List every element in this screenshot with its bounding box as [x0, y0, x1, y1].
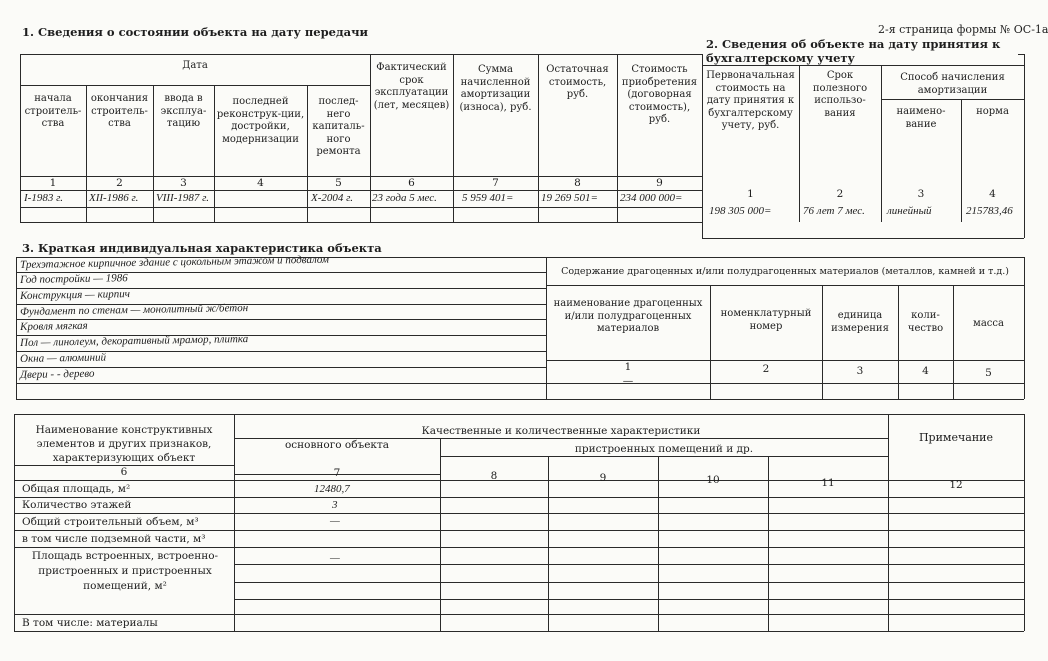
value-initial-cost: 198 305 000= — [709, 205, 772, 217]
col-mass: масса — [973, 318, 1004, 329]
col-quantity: коли-чество — [907, 310, 944, 334]
col-start-construction: начала строитель-ства — [24, 93, 82, 129]
value-acquisition: 234 000 000= — [620, 192, 683, 204]
col-num: 3 — [856, 365, 864, 377]
col-num: 12 — [949, 479, 963, 491]
col-precious-name: наименование драгоценных и/или полудрагоценных материалов — [553, 298, 703, 334]
feature-line: Пол — линолеум, декоративный мрамор, плитка — [20, 333, 249, 349]
col-num: 2 — [762, 363, 770, 375]
col-num: 8 — [574, 177, 581, 189]
row-label-built-in-area: Площадь встроенных, встроенно-пристроенных и пристроенных помещений, м² — [31, 550, 219, 592]
date-group-header: Дата — [182, 60, 208, 71]
elements-name-header: Наименование конструктивных элементов и других признаков, характеризующих объект — [35, 424, 213, 464]
col-acquisition-cost: Стоимость приобретения (договорная стоимость), руб. — [621, 64, 698, 125]
col-num: 1 — [624, 361, 632, 373]
annex-header: пристроенных помещений и др. — [574, 443, 754, 455]
value-service-life: 23 года 5 мес. — [372, 192, 437, 204]
row-label-underground: в том числе подземной части, м³ — [22, 533, 206, 545]
col-num: 1 — [49, 177, 57, 189]
col-num: 7 — [492, 177, 499, 189]
value-floors: 3 — [332, 499, 338, 511]
feature-line: Кровля мягкая — [20, 319, 88, 333]
col-method-name: наимено-вание — [896, 106, 946, 130]
col-residual-value: Остаточная стоимость, руб. — [546, 64, 609, 100]
col-service-life: Фактический срок эксплуатации (лет, месяцев) — [373, 62, 450, 111]
col-num: 7 — [333, 467, 341, 479]
col-num: 9 — [656, 177, 663, 189]
value-last-repair: X-2004 г. — [311, 192, 354, 204]
main-object-header: основного объекта — [284, 439, 390, 451]
section3-title: 3. Краткая индивидуальная характеристика объекта — [22, 241, 382, 255]
value-amortization: 5 959 401= — [462, 192, 514, 204]
col-num: 9 — [599, 472, 607, 484]
col-num: 4 — [989, 188, 996, 200]
precious-materials-header: Содержание драгоценных и/или полудрагоценных материалов (металлов, камней и т.д.) — [561, 266, 1009, 277]
feature-line: Конструкция — кирпич — [20, 288, 131, 302]
col-num: 4 — [257, 177, 264, 189]
row-label-materials: В том числе: материалы — [22, 617, 158, 629]
note-header: Примечание — [918, 431, 994, 444]
feature-line: Окна — алюминий — [20, 351, 107, 365]
col-commissioning: ввода в эксплуа-тацию — [160, 93, 207, 129]
col-end-construction: окончания строитель-ства — [90, 93, 149, 129]
value-end-construction: XII-1986 г. — [89, 192, 139, 204]
section2-title-line1: 2. Сведения об объекте на дату принятия к — [706, 37, 1001, 51]
col-num: 5 — [985, 367, 992, 379]
feature-line: Двери - - дерево — [20, 367, 95, 381]
value-commissioning: VIII-1987 г. — [156, 192, 210, 204]
col-num: 3 — [180, 177, 187, 189]
col-num: 4 — [922, 365, 929, 377]
value-built-in-area: — — [330, 552, 340, 564]
col-initial-cost: Первоначальная стоимость на дату принятия к бухгалтерскому учету, руб. — [706, 70, 795, 131]
col-num: 8 — [490, 470, 498, 482]
col-last-repair: послед-него капиталь-ного ремонта — [312, 96, 365, 157]
value-method-name: линейный — [887, 205, 932, 217]
feature-line: Фундамент по стенам — монолитный ж/бетон — [20, 302, 249, 318]
feature-line: Трехэтажное кирпичное здание с цокольным этажом и подвалом — [20, 253, 330, 271]
col-num: 5 — [335, 177, 342, 189]
page-label: 2-я страница формы № ОС-1а — [878, 23, 1048, 36]
feature-line: Год постройки — 1986 — [20, 272, 128, 286]
section2-title-line2: бухгалтерскому учету — [706, 51, 855, 65]
value-total-area: 12480,7 — [314, 483, 350, 495]
col-last-reconstruction: последней реконструк-ции, достройки, модернизации — [216, 96, 305, 145]
col-num: 6 — [120, 466, 128, 478]
col-num: 11 — [821, 477, 835, 489]
col-num: 3 — [917, 188, 925, 200]
col-useful-life: Срок полезного использо-вания — [812, 70, 868, 119]
value-volume: — — [330, 515, 340, 527]
col-unit: единица измерения — [831, 310, 889, 334]
value-useful-life: 76 лет 7 мес. — [803, 205, 865, 217]
section1-title: 1. Сведения о состоянии объекта на дату передачи — [22, 25, 369, 39]
value-residual: 19 269 501= — [541, 192, 598, 204]
col-num: 6 — [408, 177, 415, 189]
col-num: 2 — [836, 188, 844, 200]
col-num: 2 — [116, 177, 123, 189]
row-label-floors: Количество этажей — [22, 499, 132, 511]
row-label-total-area: Общая площадь, м² — [22, 483, 131, 495]
col-num: 1 — [747, 188, 754, 200]
col-num: 10 — [706, 474, 720, 486]
col-method-rate: норма — [976, 106, 1009, 117]
precious-dash: — — [622, 375, 634, 387]
value-method-rate: 215783,46 — [966, 205, 1013, 217]
col-amortization: Сумма начисленной амортизации (износа), руб. — [459, 64, 532, 113]
quality-header: Качественные и количественные характеристики — [421, 425, 701, 437]
row-label-volume: Общий строительный объем, м³ — [22, 516, 199, 528]
col-nomenclature-number: номенклатурный номер — [720, 308, 812, 332]
value-start-construction: I-1983 г. — [24, 192, 63, 204]
amortization-method-header: Способ начисления амортизации — [900, 72, 1005, 96]
